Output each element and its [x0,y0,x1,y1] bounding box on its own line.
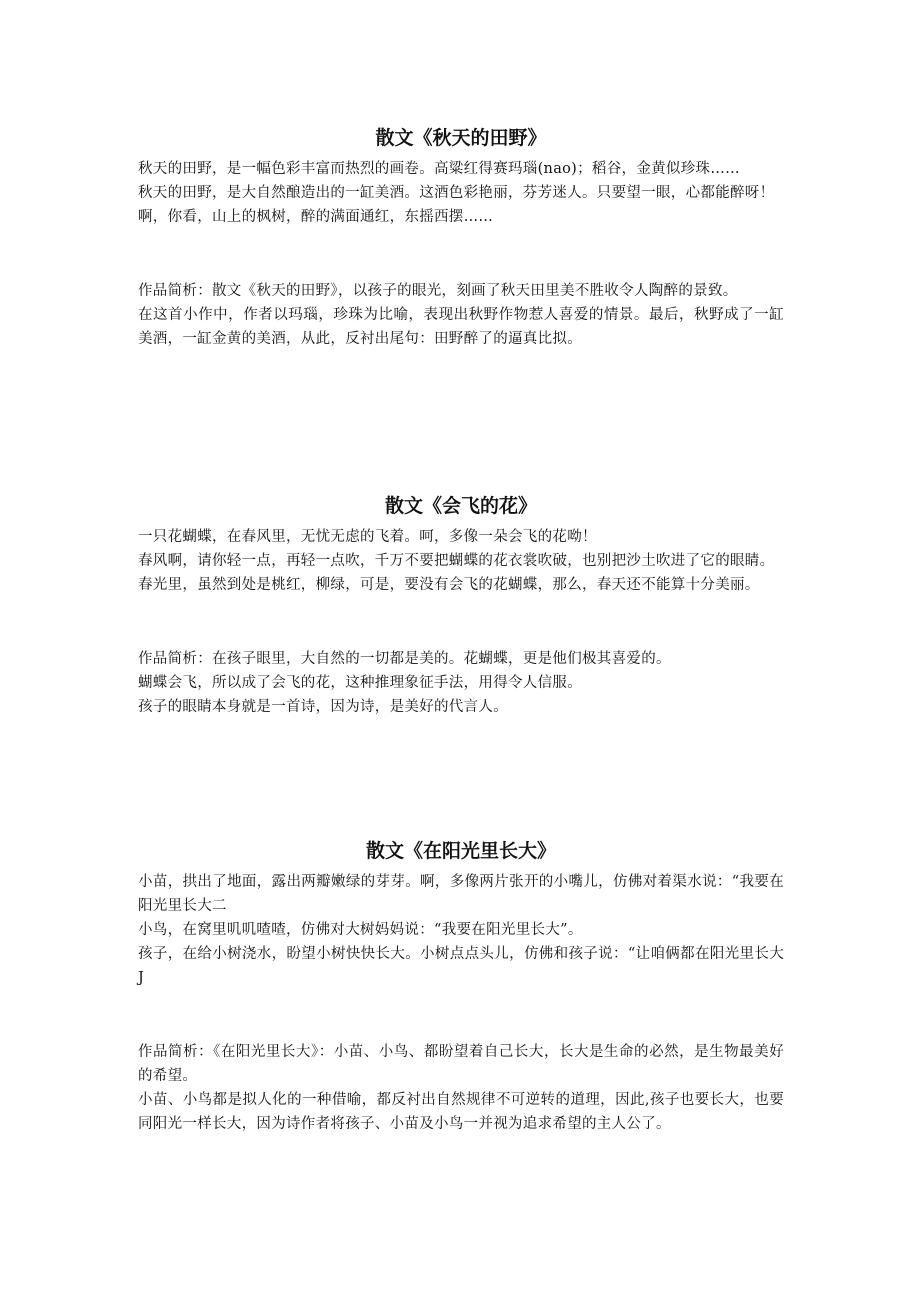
essay-title: 散文《秋天的田野》 [375,127,547,149]
essay-paragraph: 啊，你看，山上的枫树，醉的满面通红，东摇西摆…… [138,209,494,225]
essay-section-flying-flower [138,489,784,719]
analysis-paragraph: 孩子的眼睛本身就是一首诗，因为诗，是美好的代言人。 [138,699,508,715]
essay-paragraph: 一只花蝴蝶，在春风里，无忧无虑的飞着。呵，多像一朵会飞的花呦！ [138,529,597,545]
essay-paragraph: 小苗，拱出了地面，露出两瓣嫩绿的芽芽。啊，多像两片张开的小嘴儿，仿佛对着渠水说：“我要在阳光里长大二 [138,874,784,914]
essay-paragraph: 小鸟，在窝里叽叽喳喳，仿佛对大树妈妈说：“我要在阳光里长大”。 [138,922,583,938]
essay-paragraph: 秋天的田野，是一幅色彩丰富而热烈的画卷。高粱红得赛玛瑙(nao)；稻谷，金黄似珍珠…… [138,161,740,177]
analysis-paragraph: 在这首小作中，作者以玛瑙，珍珠为比喻，表现出秋野作物惹人喜爱的情景。最后，秋野成了一缸美酒，一缸金黄的美酒，从此，反衬出尾句：田野醉了的逼真比拟。 [138,307,784,347]
essay-paragraph: 春光里，虽然到处是桃红，柳绿，可是，要没有会飞的花蝴蝶，那么，春天还不能算十分美丽。 [138,577,760,593]
section-spacer [138,597,784,647]
essay-section-growing-in-sunlight [138,834,784,1136]
essay-section-autumn-fields [138,121,784,351]
analysis-paragraph: 蝴蝶会飞，所以成了会飞的花，这种推理象征手法，用得令人信服。 [138,675,582,691]
essay-title: 散文《会飞的花》 [384,495,537,517]
essay-paragraph: 春风啊，请你轻一点，再轻一点吹，千万不要把蝴蝶的花衣裳吹破，也别把沙土吹进了它的眼睛。 [138,553,775,569]
analysis-paragraph: 作品简析：《在阳光里长大》：小苗、小鸟、都盼望着自己长大，长大是生命的必然，是生物最美好的希望。 [138,1044,784,1084]
essay-paragraph: 孩子，在给小树浇水，盼望小树快快长大。小树点点头儿，仿佛和孩子说：“让咱俩都在阳光里长大J [138,946,784,986]
analysis-paragraph: 小苗、小鸟都是拟人化的一种借喻，都反衬出自然规律不可逆转的道理，因此,孩子也要长大，也要同阳光一样长大，因为诗作者将孩子、小苗及小鸟一并视为追求希望的主人公了。 [138,1092,784,1132]
analysis-paragraph: 作品简析：在孩子眼里，大自然的一切都是美的。花蝴蝶，更是他们极其喜爱的。 [138,651,671,667]
section-spacer [138,229,784,279]
essay-paragraph: 秋天的田野，是大自然酿造出的一缸美酒。这酒色彩艳丽，芬芳迷人。只要望一眼，心都能醉呀！ [138,185,775,201]
section-spacer [138,990,784,1040]
essay-title: 散文《在阳光里长大》 [365,840,556,862]
analysis-paragraph: 作品简析：散文《秋天的田野》，以孩子的眼光，刻画了秋天田里美不胜收令人陶醉的景致。 [138,283,738,299]
